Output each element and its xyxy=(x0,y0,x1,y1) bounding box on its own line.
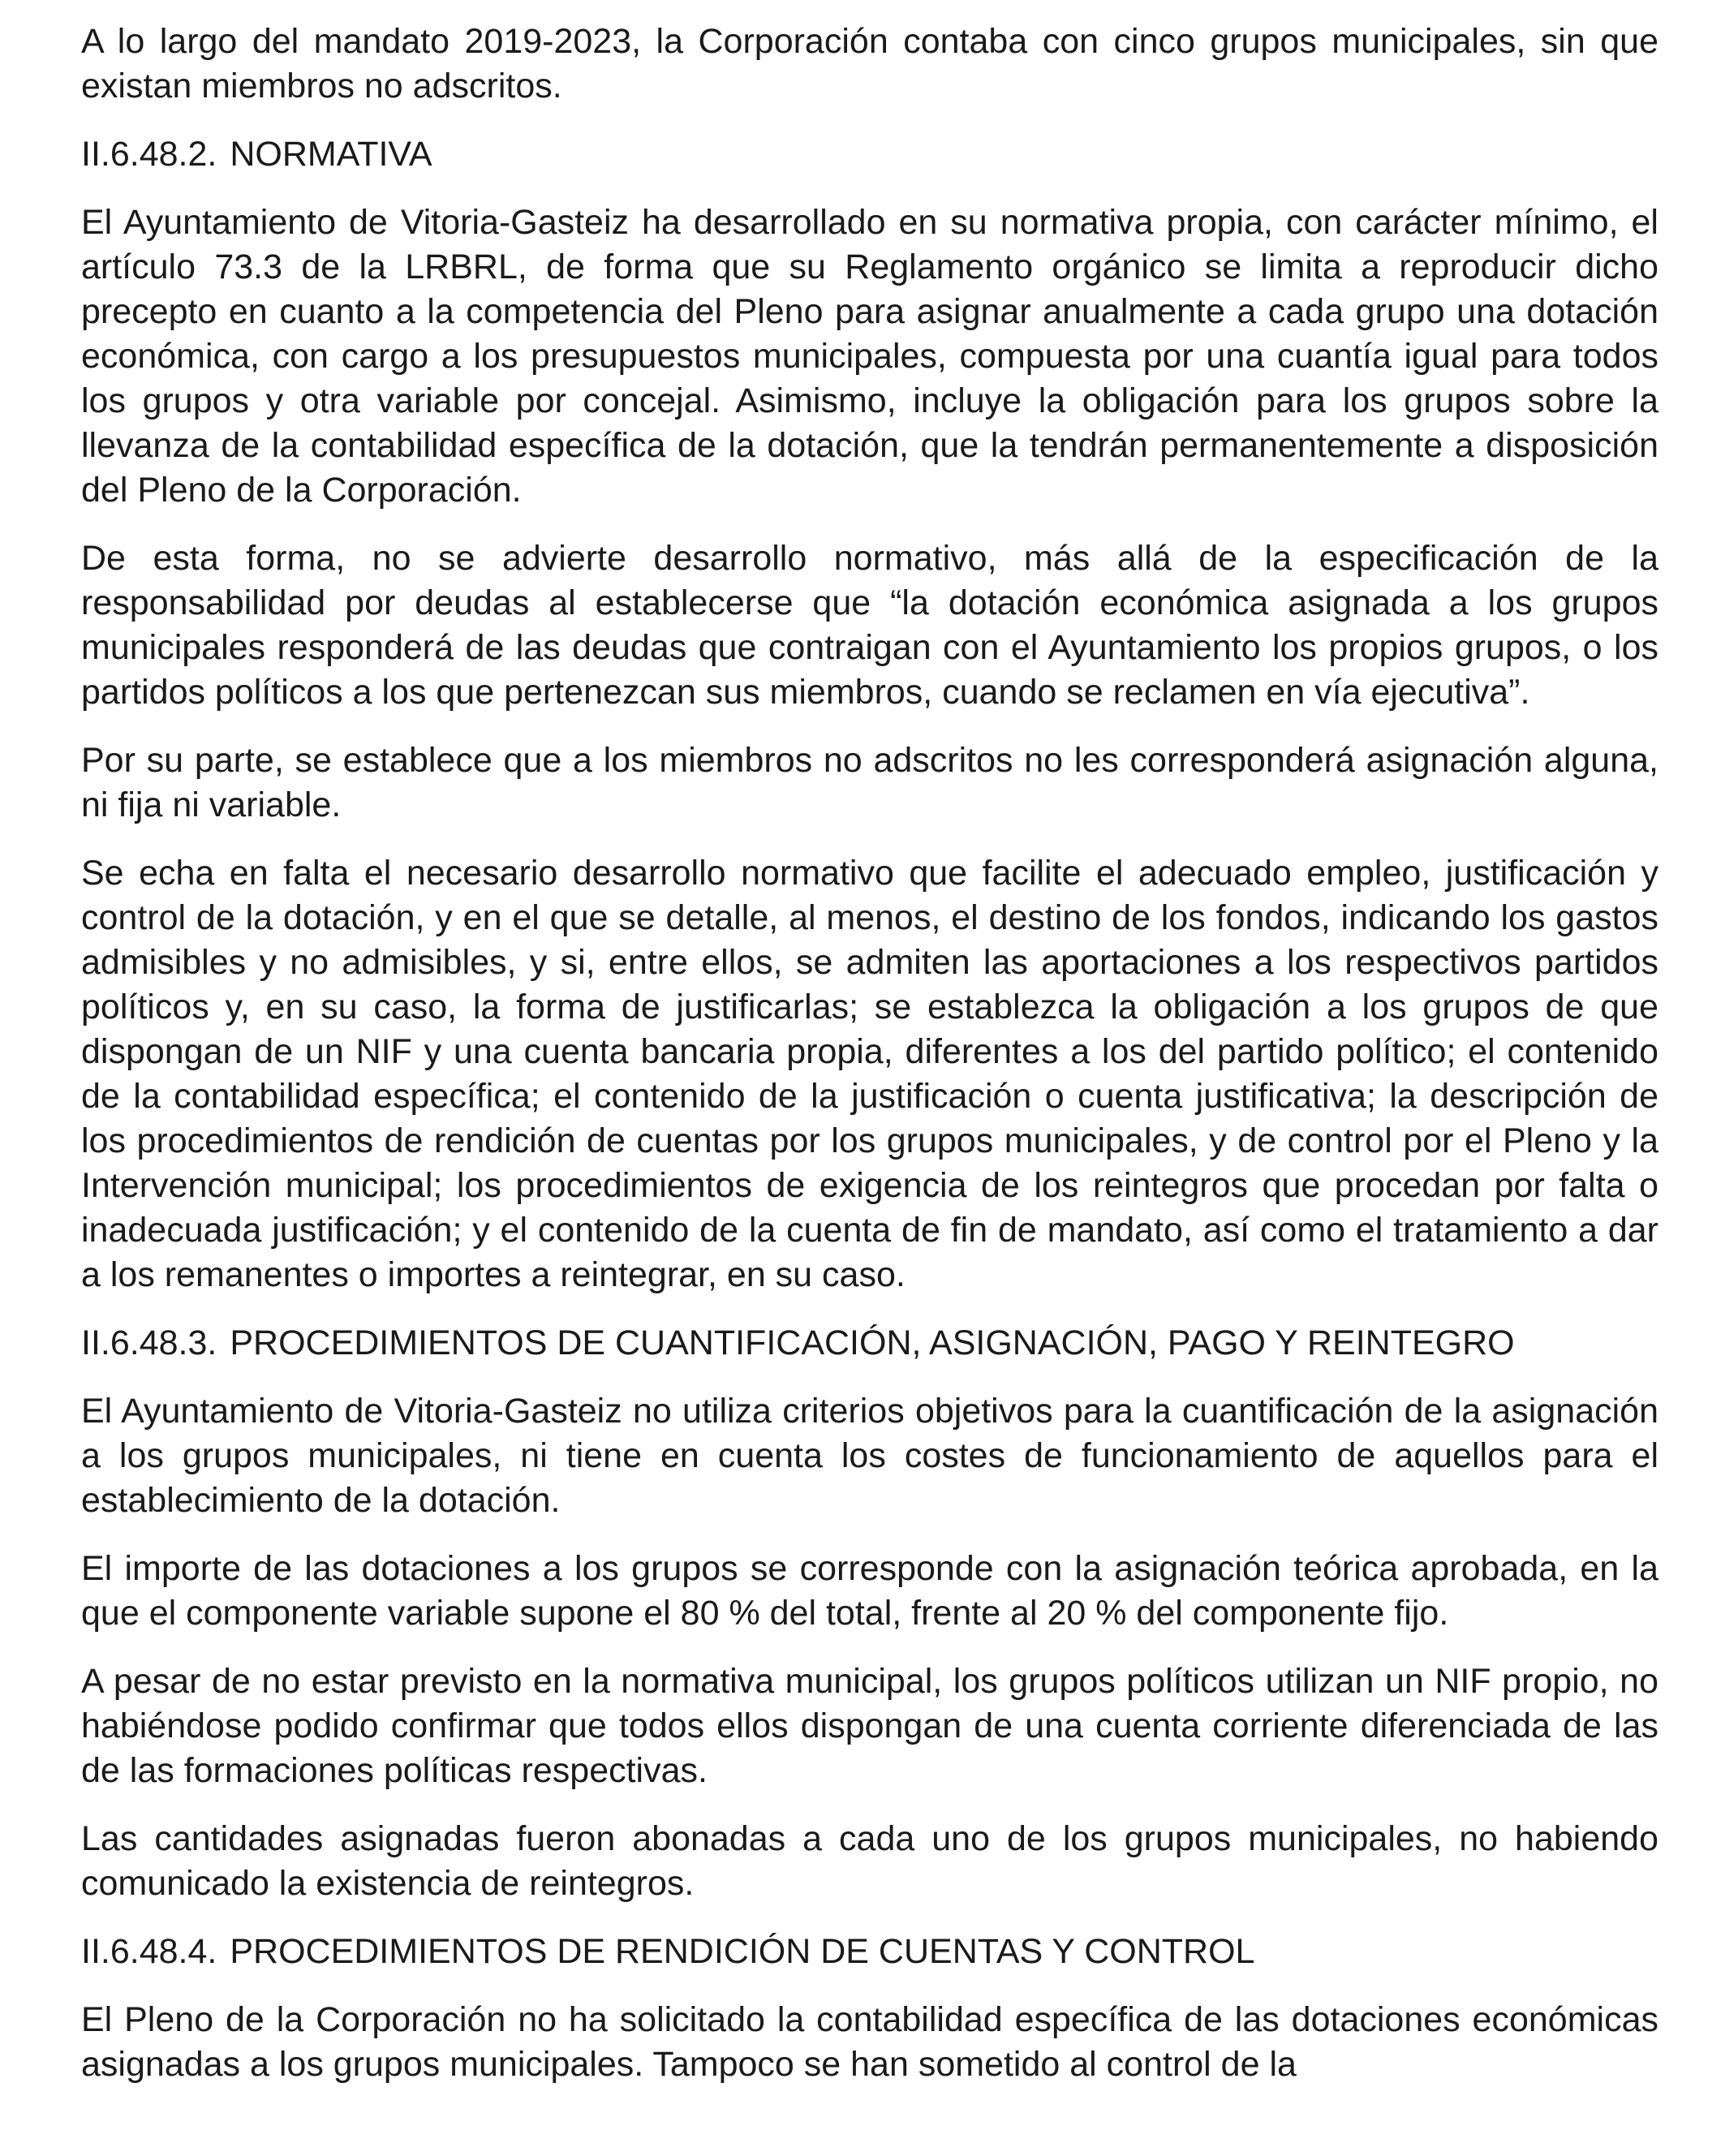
paragraph-responsabilidad-deudas: De esta forma, no se advierte desarrollo normativo, más allá de la especificación de la responsabilidad por deudas al establecerse que “la dotación económica asignada a los grupos municipales responderá de las deudas que contraigan con el Ayuntamiento los propios grupos, o los partidos políticos a los que pertenezcan sus miembros, cuando se reclamen en vía ejecutiva”. xyxy=(81,539,1658,712)
paragraph-grupos-municipales: A lo largo del mandato 2019-2023, la Corporación contaba con cinco grupos municipales, sin que existan miembros no adscritos. xyxy=(81,22,1658,105)
section-number: II.6.48.3. xyxy=(81,1323,217,1362)
paragraph-no-adscritos: Por su parte, se establece que a los miembros no adscritos no les corresponderá asignación alguna, ni fija ni variable. xyxy=(81,741,1658,824)
paragraph-pleno-contabilidad: El Pleno de la Corporación no ha solicitado la contabilidad específica de las dotaciones económicas asignadas a los grupos municipales. Tampoco se han sometido al control de la xyxy=(81,2000,1658,2084)
section-title: PROCEDIMIENTOS DE RENDICIÓN DE CUENTAS Y CONTROL xyxy=(230,1932,1255,1971)
section-heading-cuantificacion xyxy=(81,1321,1658,1366)
section-heading-normativa xyxy=(81,132,1658,177)
paragraph-nif-propio: A pesar de no estar previsto en la normativa municipal, los grupos políticos utilizan un NIF propio, no habiéndose podido confirmar que todos ellos dispongan de una cuenta corriente diferenciada de las de las formaciones políticas respectivas. xyxy=(81,1662,1658,1790)
section-title: PROCEDIMIENTOS DE CUANTIFICACIÓN, ASIGNACIÓN, PAGO Y REINTEGRO xyxy=(230,1323,1515,1362)
paragraph-cantidades-asignadas: Las cantidades asignadas fueron abonadas a cada uno de los grupos municipales, no habiendo comunicado la existencia de reintegros. xyxy=(81,1819,1658,1903)
section-title: NORMATIVA xyxy=(230,135,432,174)
paragraph-normativa-propia: El Ayuntamiento de Vitoria-Gasteiz ha desarrollado en su normativa propia, con carácter mínimo, el artículo 73.3 de la LRBRL, de forma que su Reglamento orgánico se limita a reproducir dicho precepto en cuanto a la competencia del Pleno para asignar anualmente a cada grupo una dotación económica, con cargo a los presupuestos municipales, compuesta por una cuantía igual para todos los grupos y otra variable por concejal. Asimismo, incluye la obligación para los grupos sobre la llevanza de la contabilidad específica de la dotación, que la tendrán permanentemente a disposición del Pleno de la Corporación. xyxy=(81,203,1658,510)
section-heading-rendicion xyxy=(81,1930,1658,1974)
paragraph-desarrollo-normativo: Se echa en falta el necesario desarrollo normativo que facilite el adecuado empleo, justificación y control de la dotación, y en el que se detalle, al menos, el destino de los fondos, indicando los gastos admisibles y no admisibles, y si, entre ellos, se admiten las aportaciones a los respectivos partidos políticos y, en su caso, la forma de justificarlas; se establezca la obligación a los grupos de que dispongan de un NIF y una cuenta bancaria propia, diferentes a los del partido político; el contenido de la contabilidad específica; el contenido de la justificación o cuenta justificativa; la descripción de los procedimientos de rendición de cuentas por los grupos municipales, y de control por el Pleno y la Intervención municipal; los procedimientos de exigencia de los reintegros que procedan por falta o inadecuada justificación; y el contenido de la cuenta de fin de mandato, así como el tratamiento a dar a los remanentes o importes a reintegrar, en su caso. xyxy=(81,854,1658,1294)
document-page xyxy=(81,19,1658,2111)
paragraph-importe-dotaciones: El importe de las dotaciones a los grupos se corresponde con la asignación teórica aprobada, en la que el componente variable supone el 80 % del total, frente al 20 % del componente fijo. xyxy=(81,1549,1658,1633)
section-number: II.6.48.4. xyxy=(81,1932,217,1971)
section-number: II.6.48.2. xyxy=(81,135,217,174)
paragraph-criterios-objetivos: El Ayuntamiento de Vitoria-Gasteiz no utiliza criterios objetivos para la cuantificación de la asignación a los grupos municipales, ni tiene en cuenta los costes de funcionamiento de aquellos para el establecimiento de la dotación. xyxy=(81,1392,1658,1520)
